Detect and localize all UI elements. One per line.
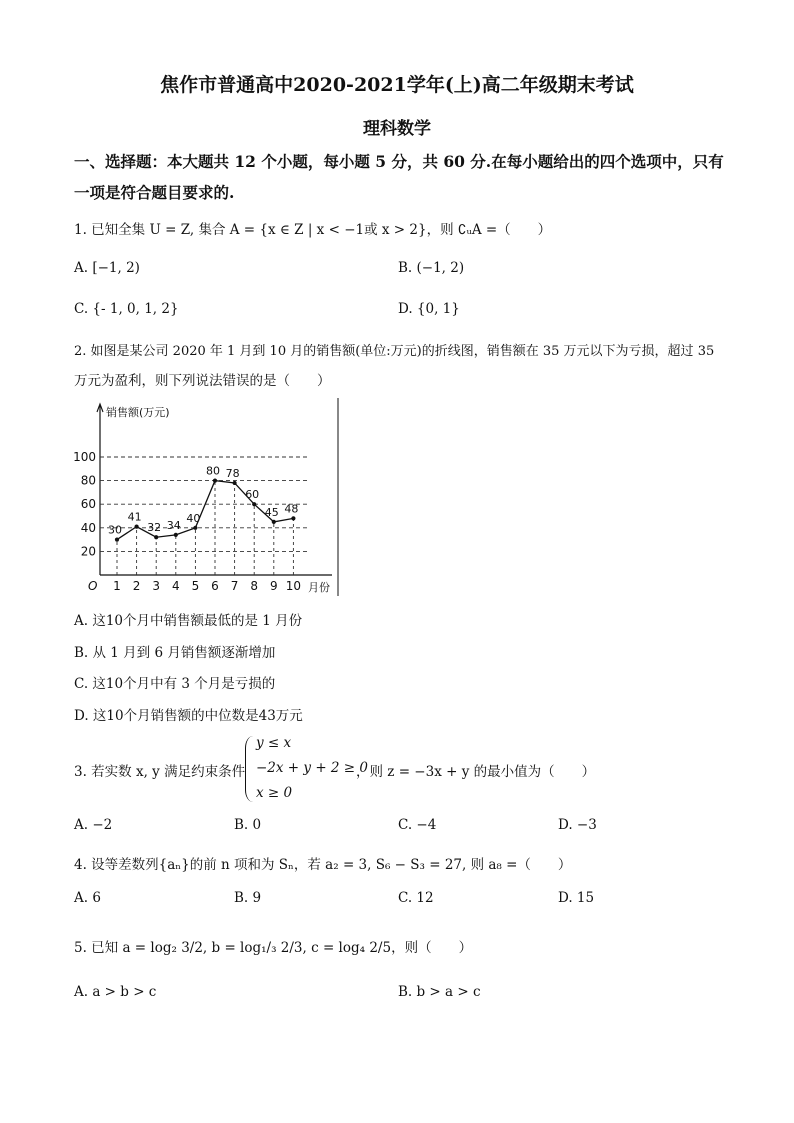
question-3-suffix: ，则 z = −3x + y 的最小值为（ ） (356, 764, 596, 780)
x-tick-label: 9 (269, 579, 278, 593)
question-3-option-a: A. −2 (74, 817, 113, 833)
y-tick-label: 20 (80, 544, 96, 559)
x-tick-label: 2 (132, 579, 141, 593)
data-label: 41 (127, 510, 142, 524)
sales-line-chart (70, 398, 345, 598)
constraint-1: y ≤ x (256, 735, 292, 751)
constraint-3: x ≥ 0 (256, 785, 293, 801)
data-point (252, 502, 256, 506)
x-tick-label: 1 (113, 579, 121, 593)
y-tick-label: 80 (80, 473, 96, 488)
question-4-option-d: D. 15 (558, 890, 595, 906)
data-point (174, 533, 178, 537)
question-2-option-b: B. 从 1 月到 6 月销售额逐渐增加 (74, 645, 276, 661)
data-label: 60 (245, 488, 260, 502)
question-2-line1: 2. 如图是某公司 2020 年 1 月到 10 月的销售额(单位:万元)的折线图，销售额在 35 万元以下为亏损，超过 35 (74, 344, 715, 359)
x-tick-label: 5 (191, 579, 200, 593)
y-tick-label: 40 (80, 520, 96, 535)
question-1-option-c: C. {- 1, 0, 1, 2} (74, 301, 179, 317)
x-tick-label: 4 (171, 579, 180, 593)
question-4-option-b: B. 9 (234, 890, 262, 906)
question-1-option-a: A. [−1, 2) (74, 260, 140, 276)
question-5-option-a: A. a > b > c (74, 984, 157, 1000)
question-5-stem: 5. 已知 a = log₂ 3/2, b = log₁/₃ 2/3, c = log₄ 2/5，则（ ） (74, 940, 473, 956)
question-1-option-d: D. {0, 1} (398, 301, 460, 317)
data-point (291, 516, 295, 520)
data-point (272, 520, 276, 524)
data-point (154, 535, 158, 539)
x-tick-label: 3 (152, 579, 161, 593)
y-tick-label: 60 (80, 497, 96, 512)
question-1-option-b: B. (−1, 2) (398, 260, 465, 276)
question-1-stem: 1. 已知全集 U = Z, 集合 A = {x ∈ Z | x < −1或 x > 2}，则 ∁ᵤA =（ ） (74, 222, 552, 238)
data-label: 80 (206, 464, 220, 478)
question-2-line2: 万元为盈利，则下列说法错误的是（ ） (74, 373, 331, 389)
section-heading-line2: 一项是符合题目要求的. (74, 183, 235, 202)
question-3-prefix: 3. 若实数 x, y 满足约束条件 (74, 764, 246, 780)
question-5-option-b: B. b > a > c (398, 984, 481, 1000)
question-4-option-a: A. 6 (74, 890, 101, 906)
page-title: 焦作市普通高中2020-2021学年(上)高二年级期末考试 (160, 74, 634, 96)
constraint-brace (245, 736, 254, 802)
x-tick-label: 6 (211, 579, 219, 593)
subject-title: 理科数学 (363, 119, 431, 139)
data-label: 32 (147, 521, 162, 535)
question-3-option-d: D. −3 (558, 817, 597, 833)
y-tick-label: 100 (73, 450, 96, 464)
x-tick-label: 7 (230, 579, 239, 593)
y-axis-title: 销售额(万元) (106, 406, 170, 419)
data-label: 40 (186, 511, 201, 525)
question-2-option-a: A. 这10个月中销售额最低的是 1 月份 (74, 613, 303, 629)
question-3-option-b: B. 0 (234, 817, 262, 833)
question-2-option-d: D. 这10个月销售额的中位数是43万元 (74, 708, 303, 724)
constraint-2: −2x + y + 2 ≥ 0 (256, 760, 369, 776)
data-label: 45 (264, 505, 279, 519)
question-4-stem: 4. 设等差数列{aₙ}的前 n 项和为 Sₙ，若 a₂ = 3, S₆ − S₃ = 27, 则 a₈ =（ ） (74, 857, 572, 873)
x-tick-label: 10 (285, 579, 302, 593)
origin-label: O (88, 579, 98, 593)
data-point (135, 525, 139, 529)
data-point (213, 479, 217, 483)
question-2-option-c: C. 这10个月中有 3 个月是亏损的 (74, 676, 276, 692)
data-point (193, 526, 197, 530)
data-point (115, 538, 119, 542)
section-heading-line1: 一、选择题：本大题共 12 个小题，每小题 5 分，共 60 分.在每小题给出的四个选项中，只有 (74, 152, 724, 171)
data-point (233, 481, 237, 485)
data-label: 48 (284, 502, 299, 516)
x-tick-label: 8 (250, 579, 259, 593)
data-label: 78 (225, 466, 240, 480)
question-4-option-c: C. 12 (398, 890, 434, 906)
question-3-option-c: C. −4 (398, 817, 437, 833)
x-axis-title: 月份 (308, 581, 330, 594)
data-label: 34 (166, 518, 181, 532)
data-label: 30 (108, 523, 122, 537)
